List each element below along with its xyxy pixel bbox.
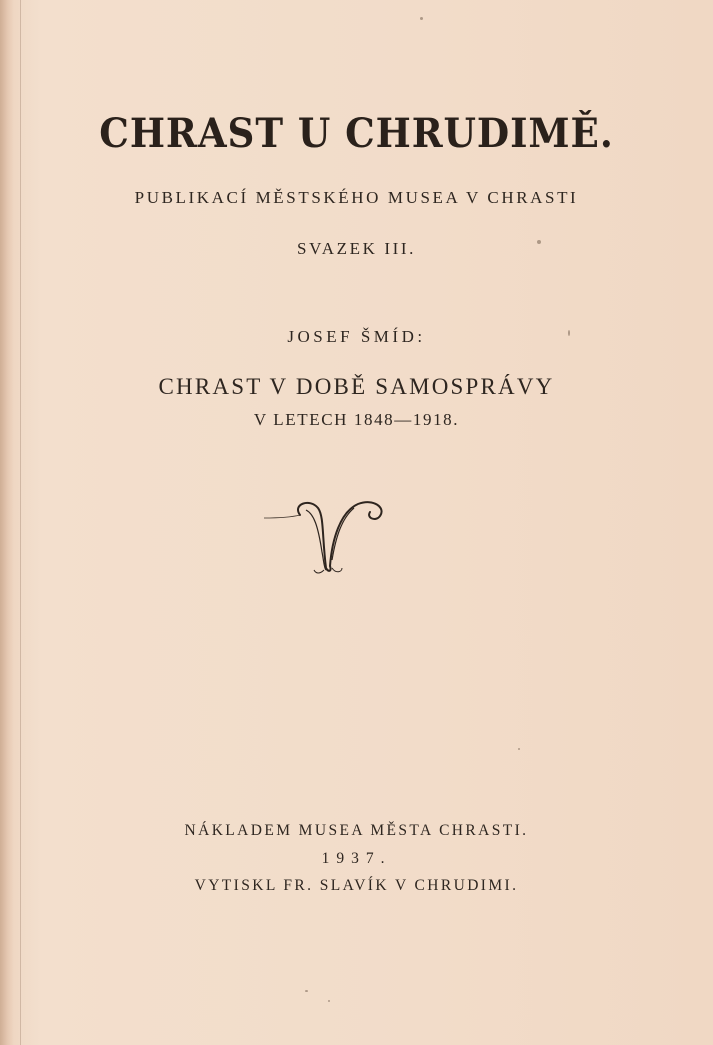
paper-speck	[518, 748, 520, 750]
book-title: CHRAST U CHRUDIMĚ.	[99, 110, 614, 157]
flourish-ornament-icon	[262, 496, 392, 576]
series-subtitle: PUBLIKACÍ MĚSTSKÉHO MUSEA V CHRASTI	[134, 188, 579, 207]
work-title: CHRAST V DOBĚ SAMOSPRÁVY	[158, 374, 555, 399]
paper-speck	[305, 990, 308, 992]
paper-speck	[420, 17, 423, 20]
publication-year: 1937.	[321, 850, 392, 867]
paper-speck	[328, 1000, 330, 1002]
year-range: V LETECH 1848—1918.	[253, 410, 460, 429]
volume-number: SVAZEK III.	[297, 239, 416, 258]
paper-speck	[537, 240, 541, 244]
publisher-line: NÁKLADEM MUSEA MĚSTA CHRASTI.	[184, 822, 529, 839]
printer-line: VYTISKL FR. SLAVÍK V CHRUDIMI.	[194, 877, 519, 894]
author-name: JOSEF ŠMÍD:	[287, 327, 426, 346]
paper-speck	[568, 330, 570, 336]
